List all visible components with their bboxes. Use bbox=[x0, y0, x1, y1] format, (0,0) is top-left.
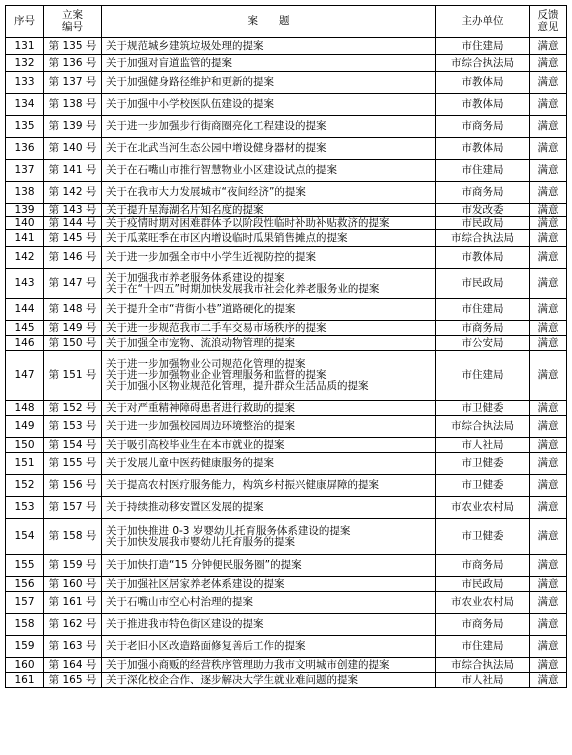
cell-title bbox=[102, 72, 436, 94]
cell-title-line: 关于在我市大力发展城市“夜间经济”的提案 bbox=[106, 186, 306, 198]
cell-feedback: 满意 bbox=[530, 351, 567, 401]
cell-title bbox=[102, 94, 436, 116]
cell-feedback: 满意 bbox=[530, 401, 567, 416]
cell-title bbox=[102, 577, 436, 592]
cell-feedback: 满意 bbox=[530, 230, 567, 247]
table-row bbox=[6, 204, 567, 217]
cell-seq: 134 bbox=[6, 94, 44, 116]
cell-unit: 市综合执法局 bbox=[436, 230, 530, 247]
cell-unit: 市卫健委 bbox=[436, 401, 530, 416]
cell-feedback: 满意 bbox=[530, 497, 567, 519]
cell-case-no: 第 147 号 bbox=[44, 269, 102, 299]
cell-unit: 市教体局 bbox=[436, 72, 530, 94]
cell-case-no: 第 164 号 bbox=[44, 658, 102, 673]
cell-unit: 市综合执法局 bbox=[436, 416, 530, 438]
table-row bbox=[6, 38, 567, 55]
header-feedback bbox=[530, 6, 567, 38]
header-feedback-line2: 意见 bbox=[537, 20, 559, 33]
cell-feedback: 满意 bbox=[530, 336, 567, 351]
cell-feedback: 满意 bbox=[530, 138, 567, 160]
cell-title bbox=[102, 217, 436, 230]
table-row bbox=[6, 351, 567, 401]
cell-case-no: 第 155 号 bbox=[44, 453, 102, 475]
cell-title-line: 关于进一步加强物业公司规范化管理的提案 bbox=[106, 358, 306, 370]
cell-case-no: 第 158 号 bbox=[44, 519, 102, 555]
header-case-no-line1: 立案 bbox=[62, 9, 83, 21]
table-row bbox=[6, 673, 567, 688]
cell-title-line: 关于石嘴山市空心村治理的提案 bbox=[106, 596, 253, 608]
cell-title bbox=[102, 160, 436, 182]
cell-title bbox=[102, 55, 436, 72]
table-row bbox=[6, 555, 567, 577]
header-seq: 序号 bbox=[6, 6, 44, 38]
cell-feedback: 满意 bbox=[530, 475, 567, 497]
cell-feedback: 满意 bbox=[530, 577, 567, 592]
table-row bbox=[6, 230, 567, 247]
cell-unit: 市卫健委 bbox=[436, 475, 530, 497]
cell-feedback: 满意 bbox=[530, 160, 567, 182]
cell-title-line: 关于瓜菜旺季在市区内增设临时瓜果销售摊点的提案 bbox=[106, 231, 348, 244]
table-row bbox=[6, 497, 567, 519]
cell-case-no: 第 140 号 bbox=[44, 138, 102, 160]
cell-case-no: 第 157 号 bbox=[44, 497, 102, 519]
cell-feedback: 满意 bbox=[530, 416, 567, 438]
table-row bbox=[6, 336, 567, 351]
cell-title-line: 关于在“十四五”时期加快发展我市社会化养老服务业的提案 bbox=[106, 282, 380, 295]
cell-seq: 148 bbox=[6, 401, 44, 416]
cell-case-no: 第 138 号 bbox=[44, 94, 102, 116]
cell-title-line: 关于加快发展我市婴幼儿托育服务的提案 bbox=[106, 535, 295, 548]
header-case-no bbox=[44, 6, 102, 38]
cell-unit: 市商务局 bbox=[436, 116, 530, 138]
cell-title-line: 关于疫情时期对困难群体予以阶段性临时补助补贴救济的提案 bbox=[106, 216, 390, 229]
cell-title-line: 关于加强社区居家养老体系建设的提案 bbox=[106, 577, 285, 590]
cell-seq: 142 bbox=[6, 247, 44, 269]
cell-seq: 160 bbox=[6, 658, 44, 673]
cell-seq: 136 bbox=[6, 138, 44, 160]
cell-title bbox=[102, 475, 436, 497]
cell-title-line: 关于加强我市养老服务体系建设的提案 bbox=[106, 271, 285, 284]
cell-unit: 市民政局 bbox=[436, 577, 530, 592]
cell-title bbox=[102, 636, 436, 658]
cell-case-no: 第 144 号 bbox=[44, 217, 102, 230]
cell-unit: 市人社局 bbox=[436, 438, 530, 453]
cell-case-no: 第 152 号 bbox=[44, 401, 102, 416]
cell-unit: 市住建局 bbox=[436, 299, 530, 321]
cell-feedback: 满意 bbox=[530, 204, 567, 217]
cell-feedback: 满意 bbox=[530, 182, 567, 204]
cell-case-no: 第 141 号 bbox=[44, 160, 102, 182]
cell-seq: 151 bbox=[6, 453, 44, 475]
cell-unit: 市教体局 bbox=[436, 94, 530, 116]
cell-unit: 市住建局 bbox=[436, 160, 530, 182]
cell-title bbox=[102, 592, 436, 614]
cell-unit: 市商务局 bbox=[436, 321, 530, 336]
cell-seq: 140 bbox=[6, 217, 44, 230]
cell-feedback: 满意 bbox=[530, 247, 567, 269]
cell-seq: 132 bbox=[6, 55, 44, 72]
cell-title bbox=[102, 247, 436, 269]
cell-feedback: 满意 bbox=[530, 555, 567, 577]
cell-title-line: 关于提高农村医疗服务能力，构筑乡村振兴健康屏障的提案 bbox=[106, 479, 379, 491]
cell-seq: 145 bbox=[6, 321, 44, 336]
table-row bbox=[6, 519, 567, 555]
table-row bbox=[6, 269, 567, 299]
cell-title-line: 关于加快推进 0-3 岁婴幼儿托育服务体系建设的提案 bbox=[106, 524, 351, 537]
cell-title bbox=[102, 658, 436, 673]
cell-case-no: 第 165 号 bbox=[44, 673, 102, 688]
cell-title bbox=[102, 299, 436, 321]
cell-feedback: 满意 bbox=[530, 453, 567, 475]
cell-title-line: 关于加强中小学校医队伍建设的提案 bbox=[106, 98, 274, 110]
cell-case-no: 第 146 号 bbox=[44, 247, 102, 269]
cell-unit: 市公安局 bbox=[436, 336, 530, 351]
table-row bbox=[6, 592, 567, 614]
cell-title bbox=[102, 204, 436, 217]
table-row bbox=[6, 321, 567, 336]
cell-title bbox=[102, 182, 436, 204]
cell-title bbox=[102, 673, 436, 688]
cell-title bbox=[102, 321, 436, 336]
cell-title-line: 关于推进我市特色街区建设的提案 bbox=[106, 618, 264, 630]
cell-case-no: 第 150 号 bbox=[44, 336, 102, 351]
cell-unit: 市商务局 bbox=[436, 555, 530, 577]
cell-unit: 市住建局 bbox=[436, 351, 530, 401]
cell-seq: 144 bbox=[6, 299, 44, 321]
cell-unit: 市住建局 bbox=[436, 636, 530, 658]
cell-unit: 市商务局 bbox=[436, 182, 530, 204]
cell-case-no: 第 136 号 bbox=[44, 55, 102, 72]
cell-feedback: 满意 bbox=[530, 94, 567, 116]
table-row bbox=[6, 299, 567, 321]
cell-seq: 156 bbox=[6, 577, 44, 592]
cell-case-no: 第 163 号 bbox=[44, 636, 102, 658]
cell-title-line: 关于加强小区物业规范化管理，提升群众生活品质的提案 bbox=[106, 380, 369, 392]
table-body bbox=[6, 38, 567, 688]
cell-case-no: 第 148 号 bbox=[44, 299, 102, 321]
cell-case-no: 第 151 号 bbox=[44, 351, 102, 401]
cell-unit: 市人社局 bbox=[436, 673, 530, 688]
cell-unit: 市综合执法局 bbox=[436, 55, 530, 72]
cell-title-line: 关于加强小商贩的经营秩序管理助力我市文明城市创建的提案 bbox=[106, 658, 390, 671]
cell-seq: 146 bbox=[6, 336, 44, 351]
cell-case-no: 第 139 号 bbox=[44, 116, 102, 138]
cell-feedback: 满意 bbox=[530, 614, 567, 636]
cell-feedback: 满意 bbox=[530, 673, 567, 688]
cell-title-line: 关于进一步规范我市二手车交易市场秩序的提案 bbox=[106, 321, 327, 334]
cell-case-no: 第 153 号 bbox=[44, 416, 102, 438]
cell-feedback: 满意 bbox=[530, 658, 567, 673]
cell-title bbox=[102, 401, 436, 416]
cell-seq: 137 bbox=[6, 160, 44, 182]
cell-seq: 139 bbox=[6, 204, 44, 217]
cell-title bbox=[102, 269, 436, 299]
cell-feedback: 满意 bbox=[530, 269, 567, 299]
cell-feedback: 满意 bbox=[530, 217, 567, 230]
proposal-table bbox=[5, 5, 567, 688]
cell-case-no: 第 160 号 bbox=[44, 577, 102, 592]
table-row bbox=[6, 94, 567, 116]
cell-feedback: 满意 bbox=[530, 116, 567, 138]
cell-seq: 154 bbox=[6, 519, 44, 555]
cell-title-line: 关于进一步加强全市中小学生近视防控的提案 bbox=[106, 251, 316, 263]
cell-title bbox=[102, 116, 436, 138]
table-row bbox=[6, 217, 567, 230]
cell-case-no: 第 159 号 bbox=[44, 555, 102, 577]
table-row bbox=[6, 658, 567, 673]
cell-unit: 市综合执法局 bbox=[436, 658, 530, 673]
cell-title bbox=[102, 351, 436, 401]
cell-feedback: 满意 bbox=[530, 72, 567, 94]
table-row bbox=[6, 138, 567, 160]
cell-unit: 市卫健委 bbox=[436, 453, 530, 475]
cell-seq: 147 bbox=[6, 351, 44, 401]
cell-title bbox=[102, 38, 436, 55]
table-row bbox=[6, 636, 567, 658]
cell-feedback: 满意 bbox=[530, 592, 567, 614]
cell-feedback: 满意 bbox=[530, 519, 567, 555]
cell-seq: 157 bbox=[6, 592, 44, 614]
cell-seq: 153 bbox=[6, 497, 44, 519]
cell-title-line: 关于对严重精神障碍患者进行救助的提案 bbox=[106, 401, 295, 414]
cell-title-line: 关于持续推动移安置区发展的提案 bbox=[106, 501, 264, 513]
table-row bbox=[6, 577, 567, 592]
cell-title-line: 关于老旧小区改造路面修复善后工作的提案 bbox=[106, 640, 306, 652]
header-unit: 主办单位 bbox=[436, 6, 530, 38]
cell-seq: 138 bbox=[6, 182, 44, 204]
cell-unit: 市农业农村局 bbox=[436, 592, 530, 614]
cell-title bbox=[102, 519, 436, 555]
cell-title-line: 关于提升星海湖名片知名度的提案 bbox=[106, 203, 264, 216]
cell-unit: 市卫健委 bbox=[436, 519, 530, 555]
cell-title bbox=[102, 614, 436, 636]
table-row bbox=[6, 453, 567, 475]
header-title: 案 题 bbox=[102, 6, 436, 38]
cell-unit: 市教体局 bbox=[436, 247, 530, 269]
header-case-no-line2: 编号 bbox=[62, 20, 83, 33]
cell-case-no: 第 137 号 bbox=[44, 72, 102, 94]
table-row bbox=[6, 160, 567, 182]
table-row bbox=[6, 475, 567, 497]
cell-title bbox=[102, 336, 436, 351]
cell-title bbox=[102, 555, 436, 577]
cell-seq: 158 bbox=[6, 614, 44, 636]
cell-case-no: 第 135 号 bbox=[44, 38, 102, 55]
cell-title bbox=[102, 230, 436, 247]
cell-seq: 159 bbox=[6, 636, 44, 658]
cell-seq: 131 bbox=[6, 38, 44, 55]
cell-feedback: 满意 bbox=[530, 299, 567, 321]
table-row bbox=[6, 416, 567, 438]
cell-case-no: 第 149 号 bbox=[44, 321, 102, 336]
cell-title-line: 关于进一步加强步行街商圈亮化工程建设的提案 bbox=[106, 120, 327, 132]
table-row bbox=[6, 438, 567, 453]
cell-title-line: 关于提升全市“背街小巷”道路硬化的提案 bbox=[106, 303, 296, 315]
cell-unit: 市住建局 bbox=[436, 38, 530, 55]
cell-seq: 143 bbox=[6, 269, 44, 299]
cell-title-line: 关于进一步加强物业企业管理服务和监督的提案 bbox=[106, 369, 327, 381]
cell-title-line: 关于深化校企合作、逐步解决大学生就业难问题的提案 bbox=[106, 673, 358, 686]
cell-case-no: 第 142 号 bbox=[44, 182, 102, 204]
table-row bbox=[6, 182, 567, 204]
table-row bbox=[6, 401, 567, 416]
cell-case-no: 第 154 号 bbox=[44, 438, 102, 453]
cell-seq: 152 bbox=[6, 475, 44, 497]
cell-seq: 133 bbox=[6, 72, 44, 94]
cell-title-line: 关于加快打造“15 分钟便民服务圈”的提案 bbox=[106, 559, 302, 571]
cell-title-line: 关于在北武当河生态公园中增设健身器材的提案 bbox=[106, 142, 327, 154]
cell-case-no: 第 162 号 bbox=[44, 614, 102, 636]
cell-unit: 市农业农村局 bbox=[436, 497, 530, 519]
table-row bbox=[6, 614, 567, 636]
cell-seq: 150 bbox=[6, 438, 44, 453]
cell-unit: 市民政局 bbox=[436, 217, 530, 230]
header-row bbox=[6, 6, 567, 38]
cell-case-no: 第 143 号 bbox=[44, 204, 102, 217]
cell-seq: 141 bbox=[6, 230, 44, 247]
cell-title-line: 关于加强健身路径维护和更新的提案 bbox=[106, 76, 274, 88]
cell-title-line: 关于规范城乡建筑垃圾处理的提案 bbox=[106, 39, 264, 52]
table-row bbox=[6, 55, 567, 72]
cell-title-line: 关于加强对盲道监管的提案 bbox=[106, 56, 232, 69]
cell-feedback: 满意 bbox=[530, 55, 567, 72]
cell-title bbox=[102, 453, 436, 475]
cell-feedback: 满意 bbox=[530, 438, 567, 453]
header-feedback-line1: 反馈 bbox=[537, 9, 559, 21]
cell-title-line: 关于加强全市宠物、流浪动物管理的提案 bbox=[106, 336, 295, 349]
cell-feedback: 满意 bbox=[530, 38, 567, 55]
cell-feedback: 满意 bbox=[530, 321, 567, 336]
table-row bbox=[6, 72, 567, 94]
cell-title bbox=[102, 138, 436, 160]
cell-seq: 135 bbox=[6, 116, 44, 138]
cell-seq: 149 bbox=[6, 416, 44, 438]
cell-title-line: 关于在石嘴山市推行智慧物业小区建设试点的提案 bbox=[106, 164, 337, 176]
cell-unit: 市民政局 bbox=[436, 269, 530, 299]
cell-title bbox=[102, 438, 436, 453]
cell-case-no: 第 161 号 bbox=[44, 592, 102, 614]
cell-case-no: 第 145 号 bbox=[44, 230, 102, 247]
table-row bbox=[6, 116, 567, 138]
cell-unit: 市发改委 bbox=[436, 204, 530, 217]
cell-title-line: 关于发展儿童中医药健康服务的提案 bbox=[106, 457, 274, 469]
cell-case-no: 第 156 号 bbox=[44, 475, 102, 497]
cell-title bbox=[102, 416, 436, 438]
cell-title bbox=[102, 497, 436, 519]
cell-feedback: 满意 bbox=[530, 636, 567, 658]
cell-title-line: 关于吸引高校毕业生在本市就业的提案 bbox=[106, 438, 285, 451]
cell-seq: 155 bbox=[6, 555, 44, 577]
table-row bbox=[6, 247, 567, 269]
cell-unit: 市教体局 bbox=[436, 138, 530, 160]
cell-unit: 市商务局 bbox=[436, 614, 530, 636]
cell-title-line: 关于进一步加强校园周边环境整治的提案 bbox=[106, 420, 295, 432]
cell-seq: 161 bbox=[6, 673, 44, 688]
